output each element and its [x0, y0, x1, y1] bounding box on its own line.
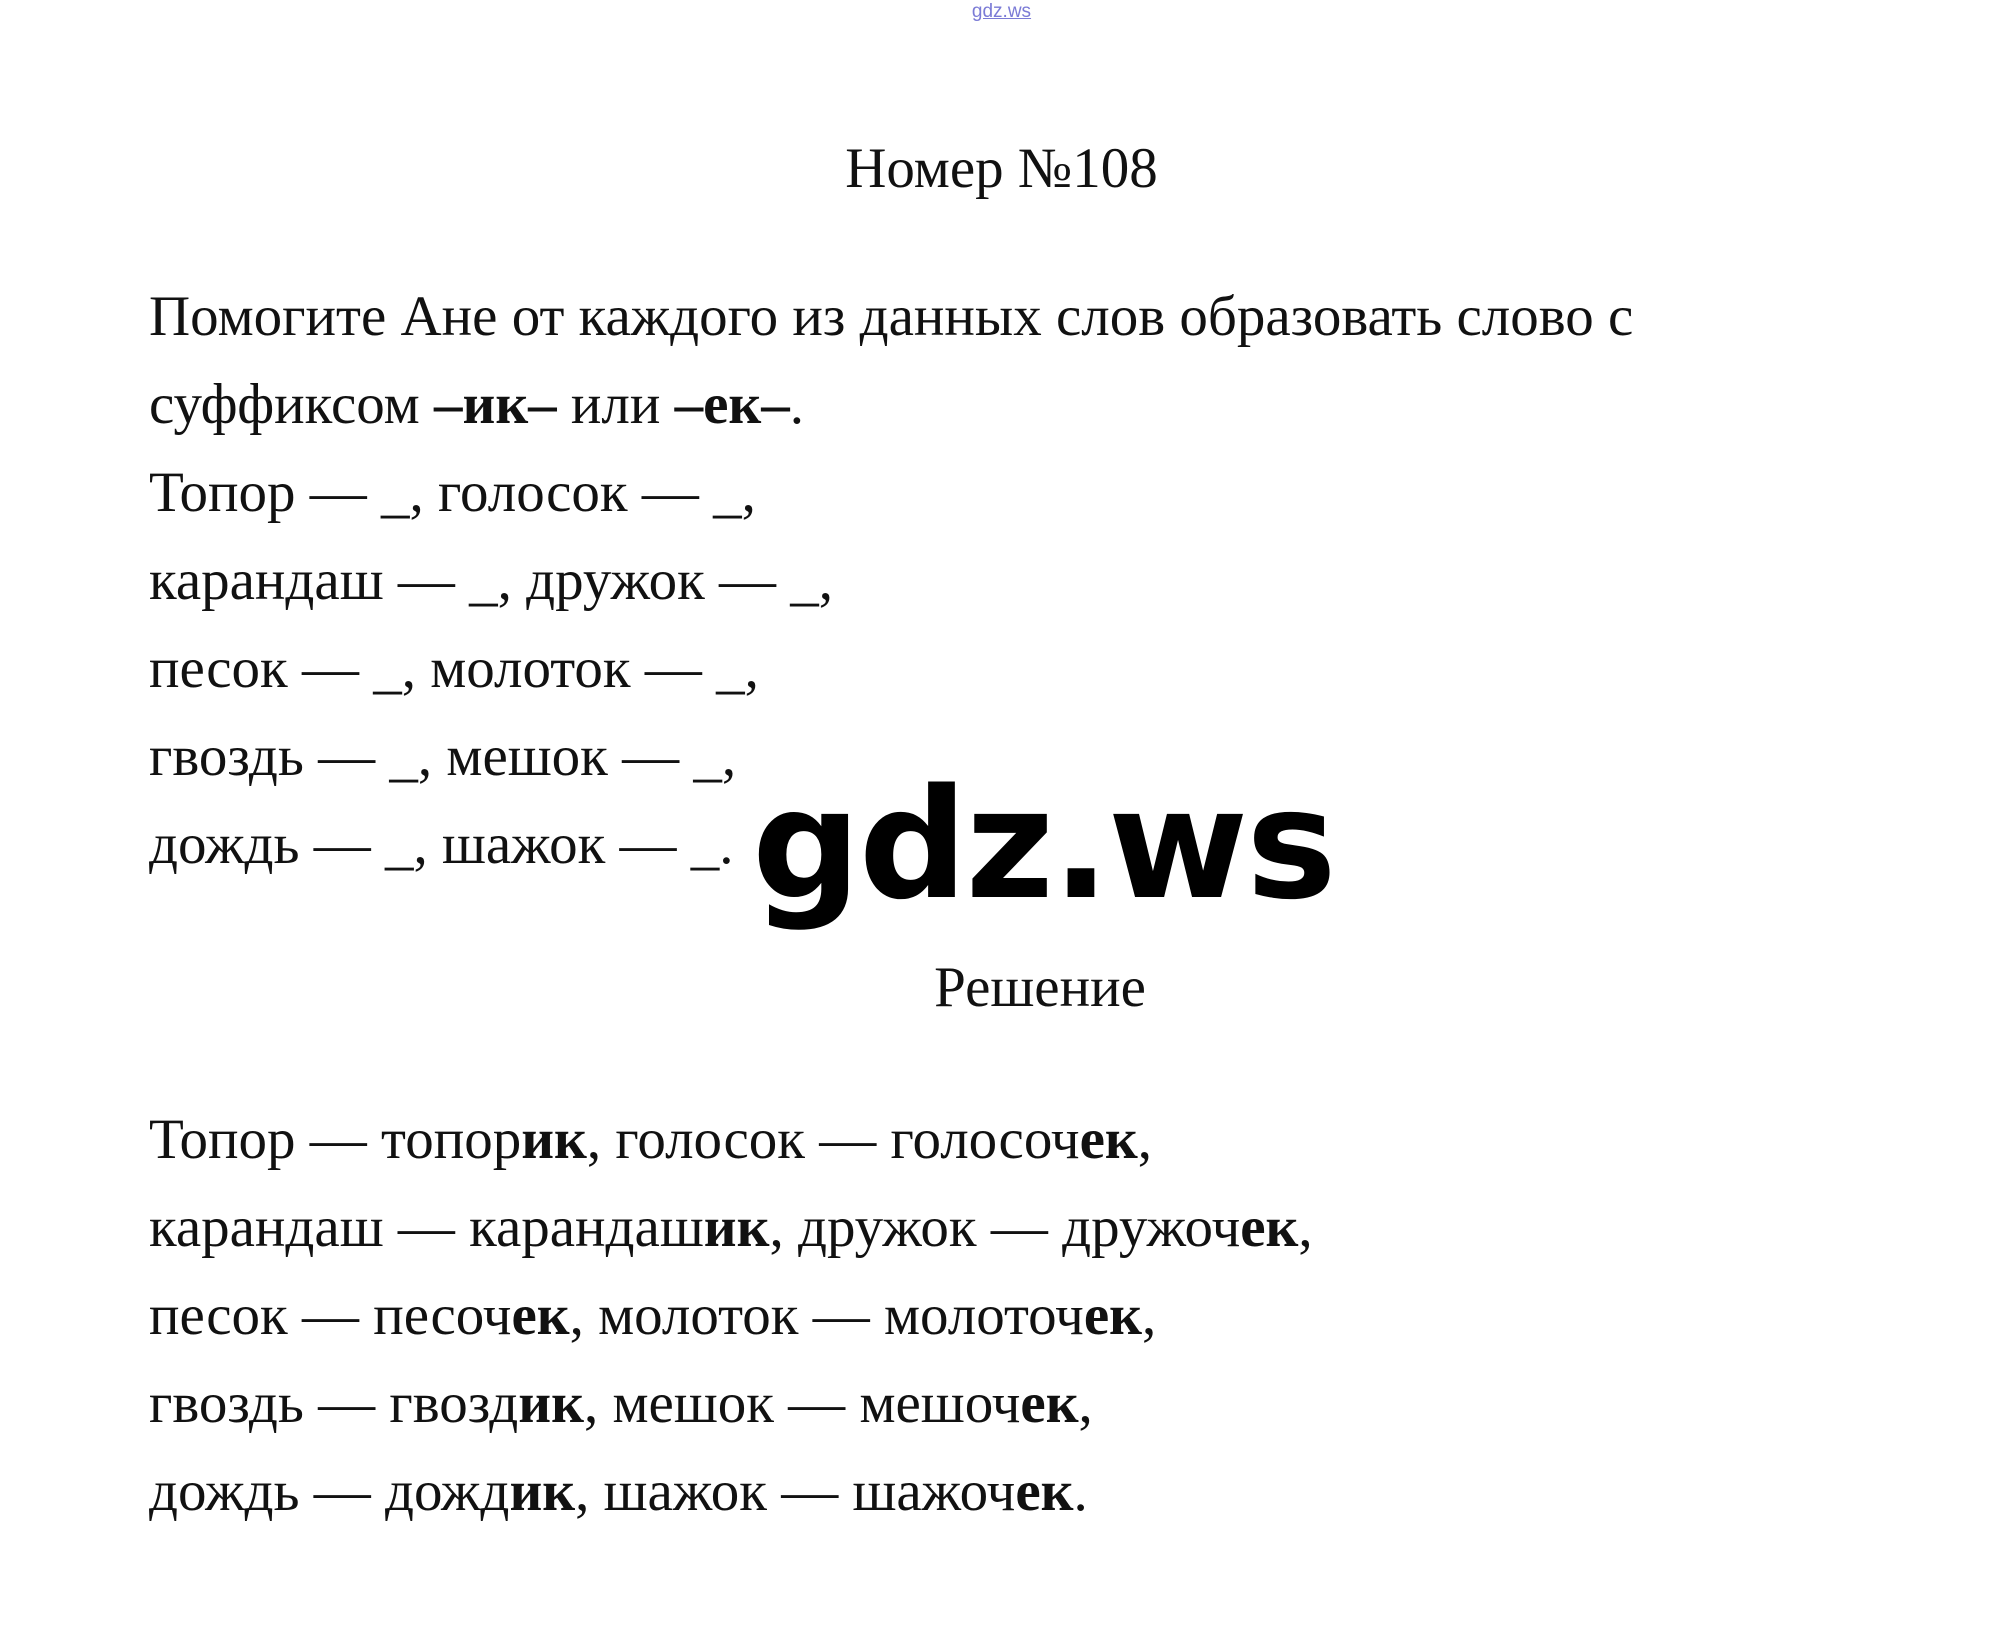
- source-word: песок —: [149, 1284, 374, 1347]
- source-word: мешок —: [612, 1372, 860, 1435]
- source-word: гвоздь —: [149, 1372, 390, 1435]
- site-watermark-link[interactable]: gdz.ws: [971, 1, 1032, 22]
- separator: ,: [575, 1460, 604, 1523]
- solution-heading: Решение: [934, 956, 1146, 1019]
- answer-stem: шажоч: [852, 1460, 1016, 1523]
- intro-period: .: [789, 373, 805, 436]
- answer-suffix: ек: [511, 1284, 570, 1347]
- separator: ,: [569, 1284, 599, 1347]
- source-word: дружок —: [797, 1196, 1063, 1259]
- answer-line: [149, 1272, 1969, 1360]
- suffix-ek: –ек–: [674, 373, 790, 436]
- answer-stem: дожд: [384, 1460, 510, 1523]
- task-word-line: дождь — _, шажок — _.: [149, 813, 734, 876]
- answer-suffix: ек: [1083, 1284, 1142, 1347]
- answer-suffix: ик: [703, 1196, 770, 1259]
- line-end: ,: [1137, 1108, 1152, 1171]
- answer-stem: голосоч: [890, 1108, 1080, 1171]
- line-end: ,: [1078, 1372, 1093, 1435]
- intro-or: или: [556, 373, 675, 436]
- separator: ,: [769, 1196, 798, 1259]
- answer-line: [149, 1448, 1969, 1536]
- answer-line: [149, 1360, 1969, 1448]
- answer-list: [149, 1096, 1969, 1536]
- task-word-line: гвоздь — _, мешок — _,: [149, 725, 737, 788]
- intro-text: суффиксом: [149, 373, 434, 436]
- line-end: .: [1073, 1460, 1088, 1523]
- task-intro-line-1: Помогите Ане от каждого из данных слов образовать слово с: [149, 285, 1634, 348]
- answer-stem: песоч: [373, 1284, 512, 1347]
- answer-stem: гвозд: [389, 1372, 519, 1435]
- separator: ,: [583, 1372, 613, 1435]
- suffix-ik: –ик–: [433, 373, 557, 436]
- answer-stem: дружоч: [1062, 1196, 1241, 1259]
- exercise-title: Номер №108: [845, 137, 1158, 200]
- source-word: Топор —: [149, 1108, 382, 1171]
- source-word: молоток —: [598, 1284, 884, 1347]
- source-word: шажок —: [603, 1460, 853, 1523]
- answer-stem: молоточ: [883, 1284, 1084, 1347]
- gdz-watermark: gdz.ws: [752, 756, 1335, 933]
- task-word-line: Топор — _, голосок — _,: [149, 461, 756, 524]
- answer-stem: мешоч: [859, 1372, 1021, 1435]
- source-word: карандаш —: [149, 1196, 470, 1259]
- answer-suffix: ек: [1020, 1372, 1079, 1435]
- source-word: дождь —: [149, 1460, 385, 1523]
- answer-stem: топор: [381, 1108, 522, 1171]
- source-word: голосок —: [615, 1108, 891, 1171]
- answer-line: [149, 1184, 1969, 1272]
- answer-suffix: ик: [521, 1108, 587, 1171]
- line-end: ,: [1142, 1284, 1157, 1347]
- answer-line: [149, 1096, 1969, 1184]
- task-intro-line-2: [149, 361, 1969, 449]
- separator: ,: [586, 1108, 616, 1171]
- answer-suffix: ик: [509, 1460, 576, 1523]
- answer-suffix: ек: [1079, 1108, 1138, 1171]
- task-word-line: песок — _, молоток — _,: [149, 637, 759, 700]
- line-end: ,: [1298, 1196, 1313, 1259]
- answer-suffix: ик: [518, 1372, 584, 1435]
- answer-stem: карандаш: [469, 1196, 704, 1259]
- answer-suffix: ек: [1015, 1460, 1074, 1523]
- task-word-line: карандаш — _, дружок — _,: [149, 549, 834, 612]
- answer-suffix: ек: [1240, 1196, 1299, 1259]
